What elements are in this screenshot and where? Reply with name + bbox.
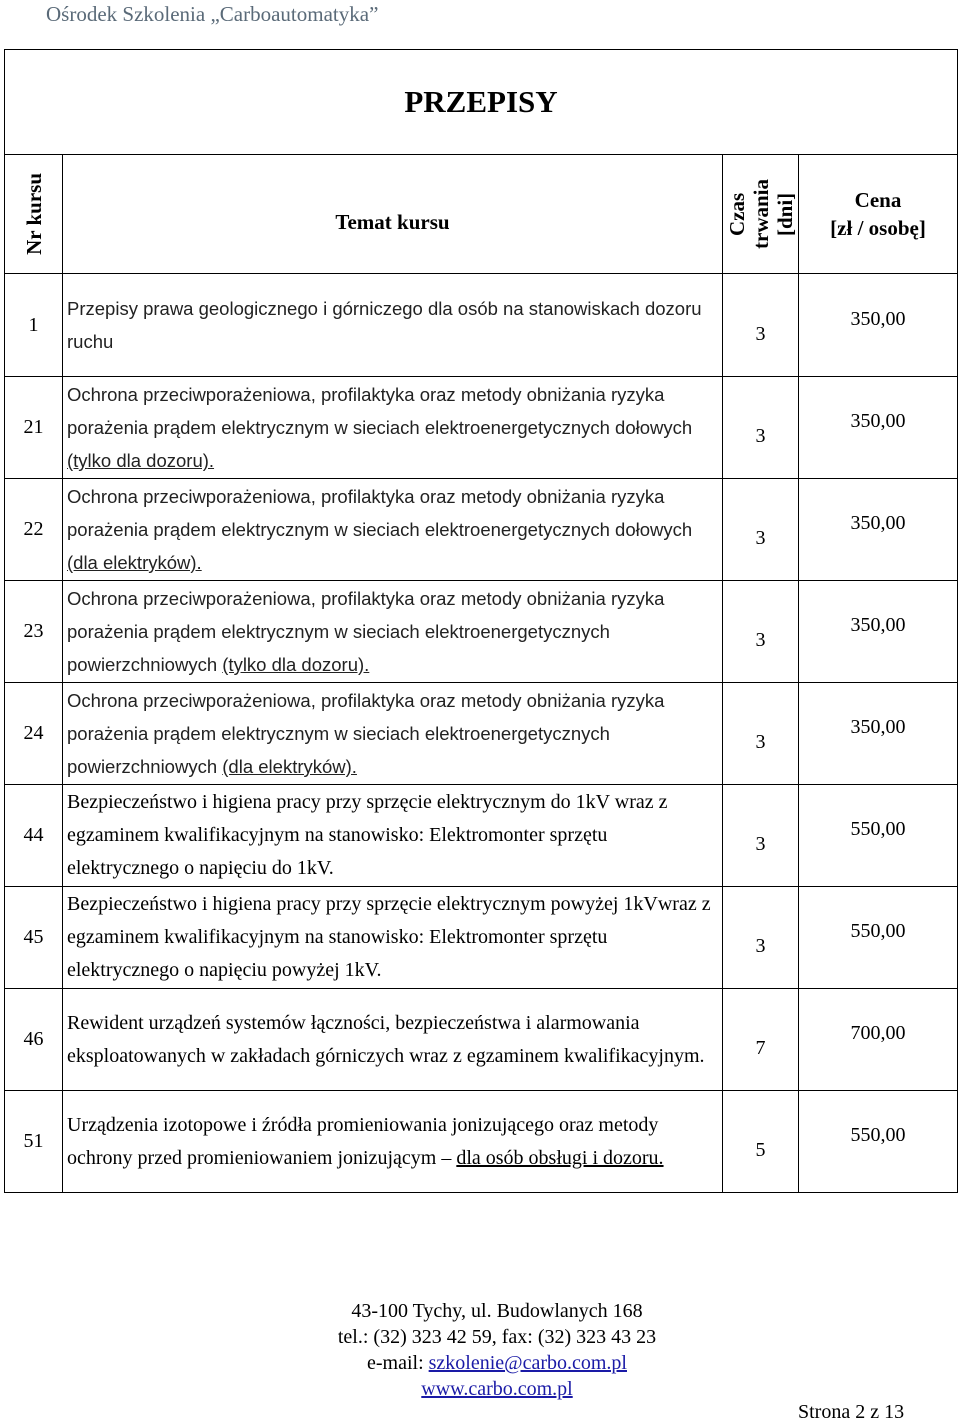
organization-header: Ośrodek Szkolenia „Carboautomatyka” (46, 2, 379, 26)
course-price: 550,00 (799, 785, 958, 887)
footer-email-line (0, 1350, 960, 1376)
course-topic-text: Ochrona przeciwporażeniowa, profilaktyka oraz metody obniżania ryzyka porażenia prądem elektrycznym w sieciach elektroenergetycznych dołowych (67, 486, 693, 540)
course-topic-text: Ochrona przeciwporażeniowa, profilaktyka oraz metody obniżania ryzyka porażenia prądem elektrycznym w sieciach elektroenergetycznych dołowych (67, 384, 693, 438)
course-topic (63, 581, 723, 683)
course-topic-text: Bezpieczeństwo i higiena pracy przy sprzęcie elektrycznym powyżej 1kVwraz z egzaminem kwalifikacyjnym na stanowisko: Elektromonter sprzętu elektrycznego o napięciu powyżej 1kV. (67, 893, 711, 981)
course-price: 350,00 (799, 274, 958, 377)
course-topic-text: Przepisy prawa geologicznego i górniczego dla osób na stanowiskach dozoru ruchu (67, 298, 702, 352)
course-number: 51 (5, 1091, 63, 1193)
course-duration: 3 (723, 274, 799, 377)
website-link[interactable]: www.carbo.com.pl (421, 1378, 573, 1400)
footer-phone: tel.: (32) 323 42 59, fax: (32) 323 43 23 (337, 1326, 657, 1348)
page-number: Strona 2 z 13 (798, 1401, 905, 1423)
course-number: 45 (5, 887, 63, 989)
course-topic-note: (tylko dla dozoru). (67, 450, 215, 471)
table-row (5, 887, 958, 989)
courses-table (4, 49, 958, 1193)
course-topic-text: Bezpieczeństwo i higiena pracy przy sprzęcie elektrycznym do 1kV wraz z egzaminem kwalifikacyjnym na stanowisko: Elektromonter sprzętu elektrycznego o napięciu do 1kV. (67, 791, 668, 879)
course-duration: 7 (723, 989, 799, 1091)
course-topic (63, 1091, 723, 1193)
course-number: 46 (5, 989, 63, 1091)
header-nr (5, 155, 63, 274)
footer-contact (0, 1298, 960, 1402)
header-duration-label: Czas trwania [dni] (724, 179, 797, 249)
course-duration: 3 (723, 887, 799, 989)
table-row (5, 377, 958, 479)
course-number: 1 (5, 274, 63, 377)
course-topic (63, 683, 723, 785)
course-duration: 3 (723, 377, 799, 479)
course-number: 23 (5, 581, 63, 683)
course-topic (63, 274, 723, 377)
course-price: 350,00 (799, 479, 958, 581)
course-number: 22 (5, 479, 63, 581)
footer-email-label: e-mail: (367, 1352, 429, 1374)
header-topic: Temat kursu (63, 155, 723, 274)
table-title-row (5, 50, 958, 155)
course-price: 350,00 (799, 683, 958, 785)
table-title: PRZEPISY (5, 50, 958, 155)
course-topic-text: Ochrona przeciwporażeniowa, profilaktyka oraz metody obniżania ryzyka porażenia prądem elektrycznym w sieciach elektroenergetycznych powierzchniowych (67, 588, 665, 675)
header-price (799, 155, 958, 274)
table-row (5, 683, 958, 785)
table-header-row (5, 155, 958, 274)
course-topic-note: (tylko dla dozoru). (222, 654, 370, 675)
course-duration: 5 (723, 1091, 799, 1193)
course-topic-note: (dla elektryków). (67, 552, 202, 573)
table-row (5, 479, 958, 581)
course-duration: 3 (723, 479, 799, 581)
header-nr-label: Nr kursu (21, 173, 46, 255)
table-row (5, 581, 958, 683)
course-duration: 3 (723, 785, 799, 887)
course-duration: 3 (723, 683, 799, 785)
course-topic (63, 377, 723, 479)
course-duration: 3 (723, 581, 799, 683)
footer-address: 43-100 Tychy, ul. Budowlanych 168 (351, 1300, 643, 1322)
table-row (5, 785, 958, 887)
course-price: 350,00 (799, 581, 958, 683)
course-price: 700,00 (799, 989, 958, 1091)
course-topic (63, 989, 723, 1091)
email-link[interactable]: szkolenie@carbo.com.pl (428, 1352, 627, 1374)
course-topic (63, 887, 723, 989)
header-price-label: Cena (854, 188, 902, 212)
footer-website-line (0, 1376, 960, 1402)
course-topic-text: Ochrona przeciwporażeniowa, profilaktyka oraz metody obniżania ryzyka porażenia prądem elektrycznym w sieciach elektroenergetycznych powierzchniowych (67, 690, 665, 777)
course-number: 24 (5, 683, 63, 785)
table-row (5, 274, 958, 377)
course-topic-note: (dla elektryków). (222, 756, 357, 777)
course-topic-text: Rewident urządzeń systemów łączności, bezpieczeństwa i alarmowania eksploatowanych w zakładach górniczych wraz z egzaminem kwalifikacyjnym. (67, 1011, 705, 1067)
course-price: 350,00 (799, 377, 958, 479)
course-price: 550,00 (799, 887, 958, 989)
course-topic-note: dla osób obsługi i dozoru. (456, 1146, 664, 1169)
course-number: 44 (5, 785, 63, 887)
table-row (5, 989, 958, 1091)
course-price: 550,00 (799, 1091, 958, 1193)
course-topic (63, 785, 723, 887)
course-topic (63, 479, 723, 581)
header-price-unit: [zł / osobę] (830, 216, 926, 240)
table-row (5, 1091, 958, 1193)
course-number: 21 (5, 377, 63, 479)
header-duration (723, 155, 799, 274)
course-topic-text: Urządzenia izotopowe i źródła promieniowania jonizującego oraz metody ochrony przed promieniowaniem jonizującym – (67, 1113, 659, 1169)
